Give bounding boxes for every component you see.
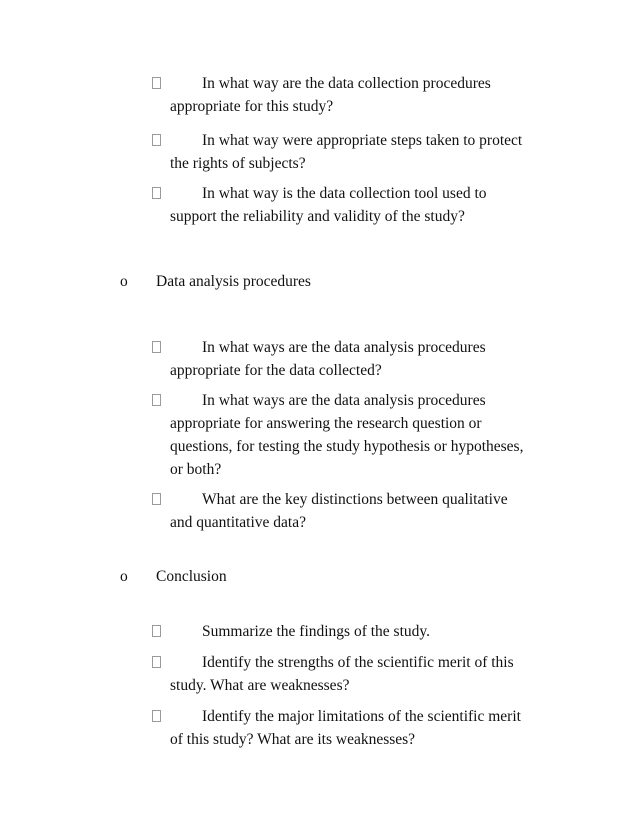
item-text-line: In what way is the data collection tool used to xyxy=(202,185,487,202)
item-text-line: What are the key distinctions between qualitative xyxy=(202,491,508,508)
checkbox-bullet-icon xyxy=(152,77,161,89)
section-title: Conclusion xyxy=(156,568,227,585)
outline-marker: o xyxy=(120,568,128,585)
item-text-line: Summarize the findings of the study. xyxy=(202,623,431,640)
checkbox-bullet-icon xyxy=(152,394,161,406)
item-text-line: appropriate for answering the research question or xyxy=(170,415,482,432)
item-text-line: and quantitative data? xyxy=(170,514,306,531)
section-title: Data analysis procedures xyxy=(156,273,311,290)
outline-marker: o xyxy=(120,273,128,290)
item-text-line: appropriate for this study? xyxy=(170,98,334,115)
checkbox-bullet-icon xyxy=(152,134,161,146)
item-text-line: In what ways are the data analysis procedures xyxy=(202,392,486,409)
checkbox-bullet-icon xyxy=(152,625,161,637)
item-text-line: Identify the major limitations of the scientific merit xyxy=(202,708,521,725)
item-text-line: the rights of subjects? xyxy=(170,155,306,172)
item-text-line: questions, for testing the study hypothesis or hypotheses, xyxy=(170,438,524,455)
checkbox-bullet-icon xyxy=(152,187,161,199)
item-text-line: of this study? What are its weaknesses? xyxy=(170,731,416,748)
item-text-line: In what way were appropriate steps taken to protect xyxy=(202,132,523,149)
checkbox-bullet-icon xyxy=(152,710,161,722)
item-text-line: study. What are weaknesses? xyxy=(170,677,350,694)
checkbox-bullet-icon xyxy=(152,656,161,668)
item-text-line: In what way are the data collection procedures xyxy=(202,75,491,92)
item-text-line: appropriate for the data collected? xyxy=(170,362,382,379)
item-text-line: support the reliability and validity of the study? xyxy=(170,208,465,225)
checkbox-bullet-icon xyxy=(152,493,161,505)
item-text-line: In what ways are the data analysis procedures xyxy=(202,339,486,356)
item-text-line: or both? xyxy=(170,461,222,478)
item-text-line: Identify the strengths of the scientific merit of this xyxy=(202,654,514,671)
checkbox-bullet-icon xyxy=(152,341,161,353)
